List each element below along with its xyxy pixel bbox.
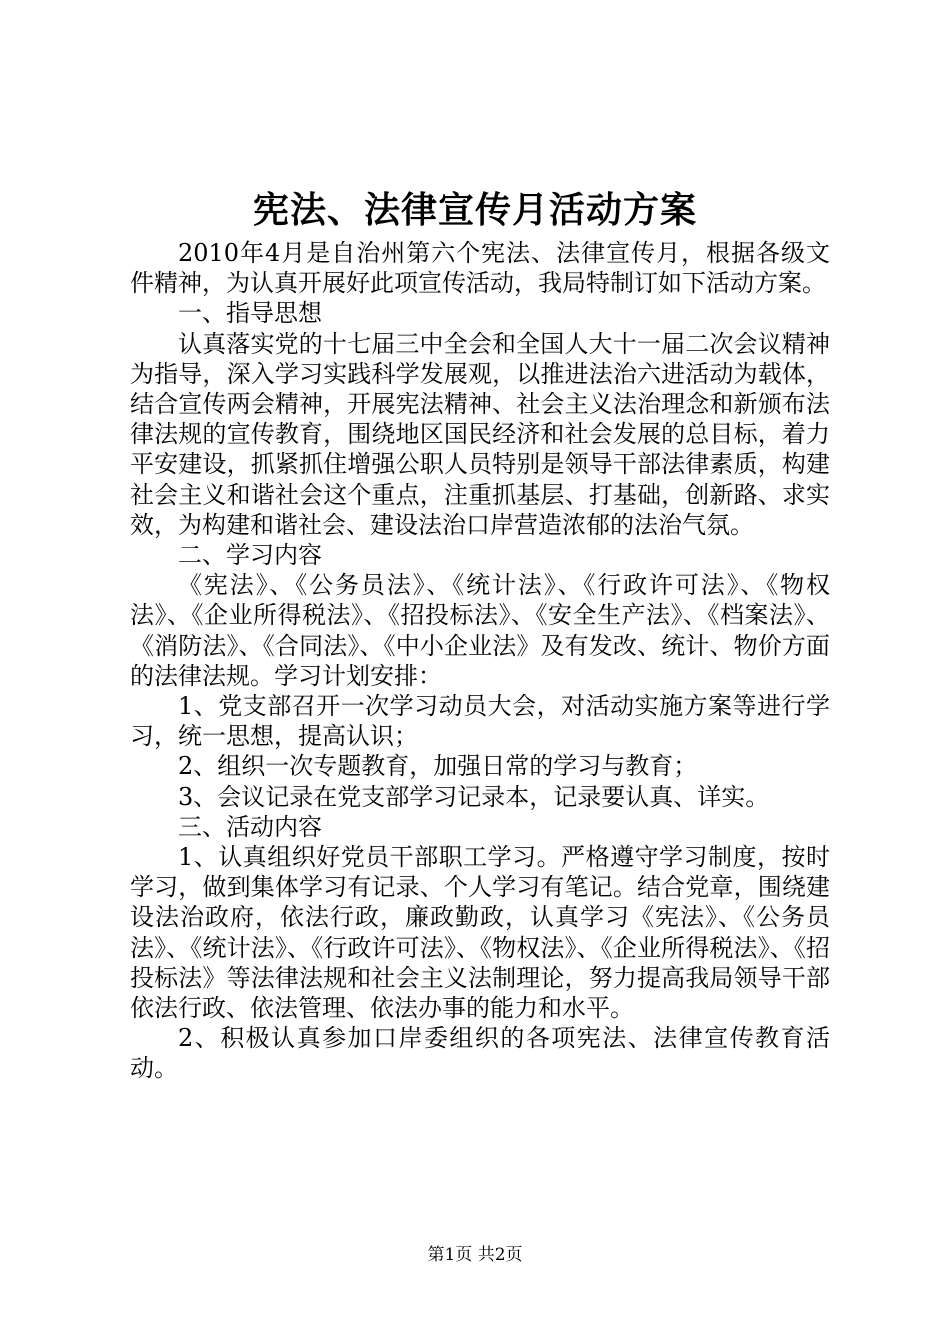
study-content-paragraph: 《宪法》、《公务员法》、《统计法》、《行政许可法》、《物权法》、《企业所得税法》、《招投标法》、《安全生产法》、《档案法》、《消防法》、《合同法》、《中小企业法》及有发改、统计、物价方面的法律法规。学习计划安排： bbox=[130, 571, 830, 690]
section-heading-study-content: 二、学习内容 bbox=[178, 541, 322, 570]
page-indicator: 第1页 共2页 bbox=[427, 1245, 523, 1265]
study-plan-item-2: 2、组织一次专题教育，加强日常的学习与教育； bbox=[178, 752, 698, 781]
document-body bbox=[130, 238, 830, 1084]
activity-item-1: 1、认真组织好党员干部职工学习。严格遵守学习制度，按时学习，做到集体学习有记录、个人学习有笔记。结合党章，围绕建设法治政府，依法行政，廉政勤政，认真学习《宪法》、《公务员法》、《统计法》、《行政许可法》、《物权法》、《企业所得税法》、《招投标法》等法律法规和社会主义法制理论，努力提高我局领导干部依法行政、依法管理、依法办事的能力和水平。 bbox=[130, 843, 830, 1023]
study-plan-item-3: 3、会议记录在党支部学习记录本，记录要认真、详实。 bbox=[178, 782, 770, 811]
study-plan-item-1: 1、党支部召开一次学习动员大会，对活动实施方案等进行学习，统一思想，提高认识； bbox=[130, 692, 830, 751]
guiding-ideology-paragraph: 认真落实党的十七届三中全会和全国人大十一届二次会议精神为指导，深入学习实践科学发展观，以推进法治六进活动为载体，结合宣传两会精神，开展宪法精神、社会主义法治理念和新颁布法律法规的宣传教育，围绕地区国民经济和社会发展的总目标，着力平安建设，抓紧抓住增强公职人员特别是领导干部法律素质，构建社会主义和谐社会这个重点，注重抓基层、打基础，创新路、求实效，为构建和谐社会、建设法治口岸营造浓郁的法治气氛。 bbox=[130, 329, 830, 539]
intro-paragraph: 2010年4月是自治州第六个宪法、法律宣传月，根据各级文件精神，为认真开展好此项宣传活动，我局特制订如下活动方案。 bbox=[130, 239, 830, 298]
section-heading-activity-content: 三、活动内容 bbox=[178, 812, 322, 841]
document-title: 宪法、法律宣传月活动方案 bbox=[252, 189, 697, 231]
activity-item-2: 2、积极认真参加口岸委组织的各项宪法、法律宣传教育活动。 bbox=[130, 1024, 830, 1083]
section-heading-guiding-ideology: 一、指导思想 bbox=[178, 299, 322, 328]
